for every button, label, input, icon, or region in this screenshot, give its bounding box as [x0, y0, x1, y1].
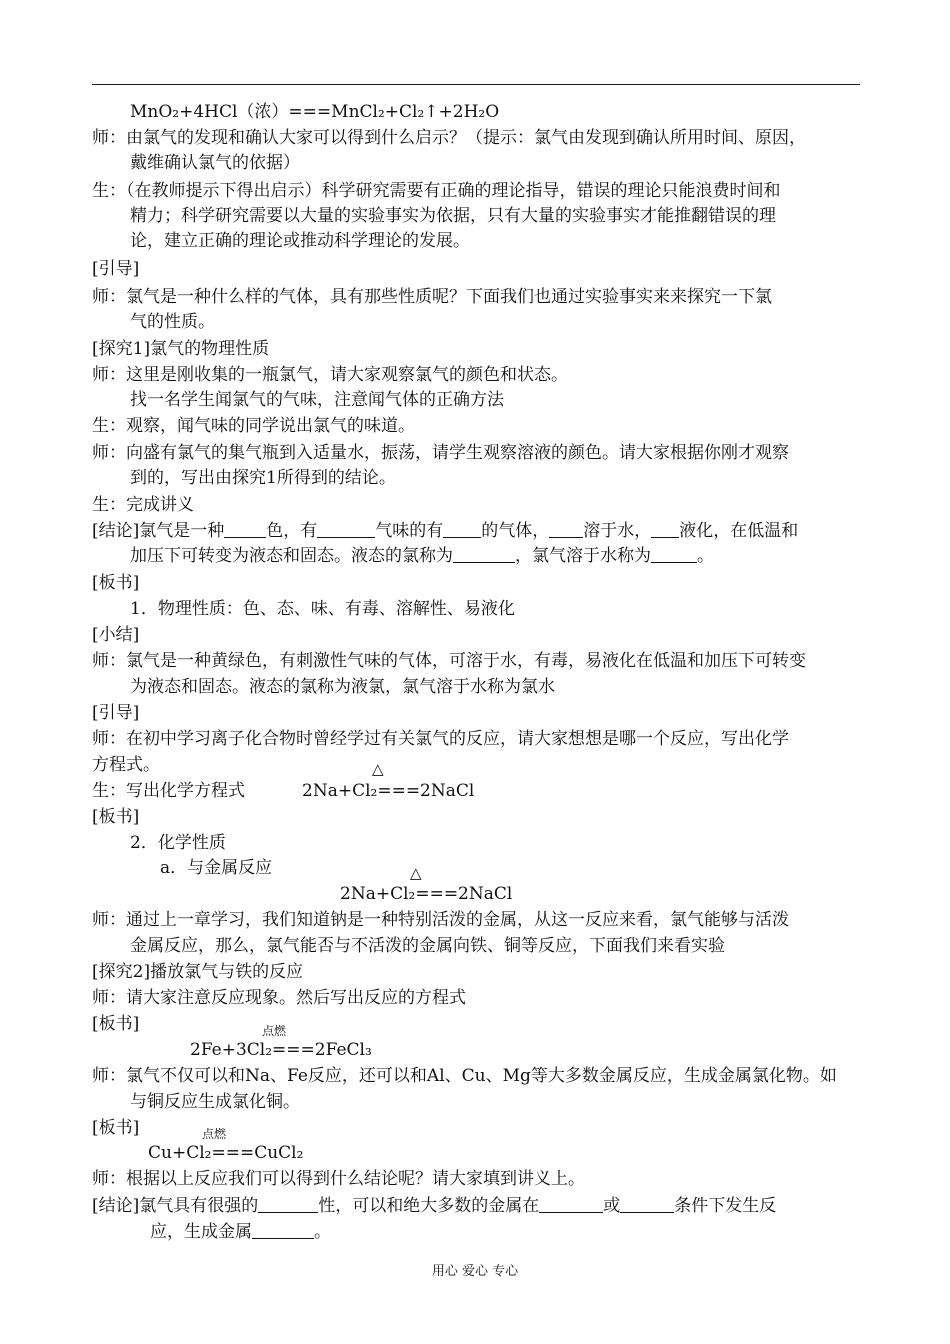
text-line: 与铜反应生成氯化铜。 [130, 1092, 300, 1112]
text-line: 精力；科学研究需要以大量的实验事实为依据，只有大量的实验事实才能推翻错误的理 [130, 206, 776, 226]
section-tag: [探究1]氯气的物理性质 [92, 339, 270, 359]
fill-blank-soluble[interactable] [549, 521, 583, 538]
conclusion-line: 加压下可转变为液态和固态。液态的氯称为 ，氯气溶于水称为 。 [130, 546, 714, 566]
text-line: 生：完成讲义 [92, 495, 194, 515]
fill-blank-liquid-chlorine[interactable] [453, 546, 515, 563]
conclusion-line: 应，生成金属 。 [150, 1222, 331, 1242]
equation-fe-cl: 2Fe+3Cl₂===2FeCl₃ [190, 1040, 372, 1060]
heat-symbol: △ [372, 760, 384, 778]
fill-blank-liquefy[interactable] [651, 521, 679, 538]
fill-blank-chloride[interactable] [252, 1222, 314, 1239]
fill-blank-smell[interactable] [317, 521, 375, 538]
section-tag: [引导] [92, 703, 140, 723]
text-line: 师：氯气是一种黄绿色，有刺激性气味的气体，可溶于水，有毒，易液化在低温和加压下可转变 [92, 651, 806, 671]
section-tag: [板书] [92, 807, 140, 827]
equation-cu-cl: Cu+Cl₂===CuCl₂ [148, 1143, 304, 1163]
text-line: 师：请大家注意反应现象。然后写出反应的方程式 [92, 988, 466, 1008]
board-item: 2．化学性质 [130, 833, 226, 853]
section-tag: [板书] [92, 1118, 140, 1138]
section-tag: [板书] [92, 1014, 140, 1034]
page-footer: 用心 爱心 专心 [431, 1264, 519, 1279]
text-line: 生：（在教师提示下得出启示）科学研究需要有正确的理论指导，错误的理论只能浪费时间和 [92, 181, 781, 201]
equation-mno2: MnO₂+4HCl（浓）===MnCl₂+Cl₂↑+2H₂O [130, 102, 500, 122]
fill-blank-toxic[interactable] [443, 521, 481, 538]
text-line: 生：写出化学方程式 [92, 781, 245, 801]
text-line: 师：这里是刚收集的一瓶氯气，请大家观察氯气的颜色和状态。 [92, 365, 568, 385]
fill-blank-oxidizing[interactable] [258, 1196, 318, 1213]
text-line: 师：在初中学习离子化合物时曾经学过有关氯气的反应，请大家想想是哪一个反应，写出化学 [92, 729, 789, 749]
fill-blank-condition-1[interactable] [539, 1196, 603, 1213]
equation-na-cl: 2Na+Cl₂===2NaCl [340, 884, 513, 904]
ignite-label: 点燃 [202, 1127, 227, 1141]
header-rule [92, 84, 860, 85]
text-line: 金属反应，那么，氯气能否与不活泼的金属向铁、铜等反应，下面我们来看实验 [130, 936, 725, 956]
text-line: 师：氯气是一种什么样的气体，具有那些性质呢？下面我们也通过实验事实来来探究一下氯 [92, 287, 772, 307]
text-line: 到的，写出由探究1所得到的结论。 [130, 468, 396, 488]
text-line: 为液态和固态。液态的氯称为液氯，氯气溶于水称为氯水 [130, 677, 555, 697]
fill-blank-chlorine-water[interactable] [651, 546, 697, 563]
conclusion-line: [结论]氯气具有很强的 性，可以和绝大多数的金属在 或 条件下发生反 [92, 1196, 777, 1216]
board-item: 1．物理性质：色、态、味、有毒、溶解性、易液化 [130, 599, 515, 619]
text-line: 气的性质。 [130, 312, 215, 332]
text-line: 找一名学生闻氯气的气味，注意闻气体的正确方法 [130, 390, 504, 410]
text-line: 戴维确认氯气的依据） [130, 153, 300, 173]
section-tag: [板书] [92, 573, 140, 593]
text-line: 师：通过上一章学习，我们知道钠是一种特别活泼的金属，从这一反应来看，氯气能够与活泼 [92, 910, 789, 930]
heat-symbol: △ [410, 864, 422, 882]
text-line: 方程式。 [92, 755, 160, 775]
text-line: 师：由氯气的发现和确认大家可以得到什么启示？（提示：氯气由发现到确认所用时间、原因， [92, 128, 806, 148]
equation-na-cl: 2Na+Cl₂===2NaCl [302, 781, 475, 801]
fill-blank-condition-2[interactable] [620, 1196, 674, 1213]
ignite-label: 点燃 [262, 1024, 287, 1038]
text-line: 师：氯气不仅可以和Na、Fe反应，还可以和Al、Cu、Mg等大多数金属反应，生成金属氯化物。如 [92, 1066, 837, 1086]
section-tag: [探究2]播放氯气与铁的反应 [92, 962, 304, 982]
conclusion-line: [结论]氯气是一种 色，有 气味的有 的气体， 溶于水， 液化，在低温和 [92, 521, 799, 541]
text-line: 生：观察，闻气味的同学说出氯气的味道。 [92, 416, 415, 436]
text-line: 师：根据以上反应我们可以得到什么结论呢？请大家填到讲义上。 [92, 1169, 585, 1189]
board-item: a．与金属反应 [160, 858, 273, 878]
text-line: 师：向盛有氯气的集气瓶到入适量水，振荡，请学生观察溶液的颜色。请大家根据你刚才观察 [92, 443, 789, 463]
fill-blank-color[interactable] [224, 521, 266, 538]
section-tag: [小结] [92, 625, 140, 645]
text-line: 论，建立正确的理论或推动科学理论的发展。 [130, 231, 470, 251]
section-tag: [引导] [92, 259, 140, 279]
